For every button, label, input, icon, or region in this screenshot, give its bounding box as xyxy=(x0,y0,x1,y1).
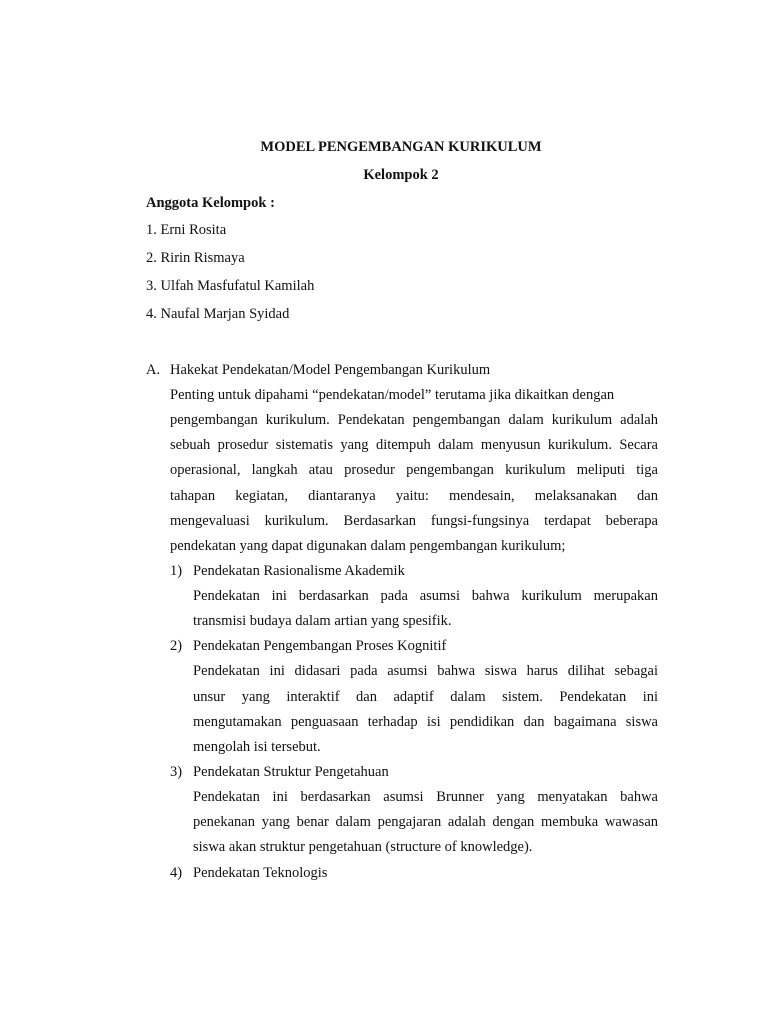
list-number: 3) xyxy=(170,764,183,780)
members-heading: Anggota Kelompok : xyxy=(146,195,275,211)
list-item-title: Pendekatan Pengembangan Proses Kognitif xyxy=(193,638,447,654)
list-number: 2) xyxy=(170,638,183,654)
list-item-text: Pendekatan ini berdasarkan pada asumsi bahwa kurikulum merupakan xyxy=(193,588,658,604)
member-item: 2. Ririn Rismaya xyxy=(146,250,245,266)
list-item-text: mengolah isi tersebut. xyxy=(193,739,321,755)
member-item: 3. Ulfah Masfufatul Kamilah xyxy=(146,278,315,294)
list-item-text: mengutamakan penguasaan terhadap isi pendidikan dan bagaimana siswa xyxy=(193,714,658,730)
section-marker: A. xyxy=(146,362,161,378)
list-item-text: siswa akan struktur pengetahuan (structure of knowledge). xyxy=(193,839,533,855)
list-item-text: Pendekatan ini didasari pada asumsi bahwa siswa harus dilihat sebagai xyxy=(193,663,658,679)
intro-line: mengevaluasi kurikulum. Berdasarkan fungsi-fungsinya terdapat beberapa xyxy=(170,513,658,529)
list-number: 4) xyxy=(170,865,183,881)
list-item-text: penekanan yang benar dalam pengajaran adalah dengan membuka wawasan xyxy=(193,814,658,830)
member-item: 4. Naufal Marjan Syidad xyxy=(146,306,290,322)
intro-line: pendekatan yang dapat digunakan dalam pengembangan kurikulum; xyxy=(170,538,566,554)
intro-line: pengembangan kurikulum. Pendekatan pengembangan dalam kurikulum adalah xyxy=(170,412,658,428)
section-heading: Hakekat Pendekatan/Model Pengembangan Kurikulum xyxy=(170,362,491,378)
intro-line: operasional, langkah atau prosedur pengembangan kurikulum meliputi tiga xyxy=(170,462,658,478)
list-item-text: transmisi budaya dalam artian yang spesifik. xyxy=(193,613,452,629)
list-item-title: Pendekatan Teknologis xyxy=(193,865,328,881)
intro-line: sebuah prosedur sistematis yang ditempuh dalam menyusun kurikulum. Secara xyxy=(170,437,658,453)
document-title: MODEL PENGEMBANGAN KURIKULUM xyxy=(260,139,542,155)
list-number: 1) xyxy=(170,563,183,579)
list-item-title: Pendekatan Struktur Pengetahuan xyxy=(193,764,389,780)
intro-line: Penting untuk dipahami “pendekatan/model” terutama jika dikaitkan dengan xyxy=(170,387,615,403)
intro-line: tahapan kegiatan, diantaranya yaitu: mendesain, melaksanakan dan xyxy=(170,488,658,504)
list-item-title: Pendekatan Rasionalisme Akademik xyxy=(193,563,405,579)
group-label: Kelompok 2 xyxy=(363,167,439,183)
list-item-text: unsur yang interaktif dan adaptif dalam sistem. Pendekatan ini xyxy=(193,689,658,705)
list-item-text: Pendekatan ini berdasarkan asumsi Brunner yang menyatakan bahwa xyxy=(193,789,658,805)
member-item: 1. Erni Rosita xyxy=(146,222,227,238)
